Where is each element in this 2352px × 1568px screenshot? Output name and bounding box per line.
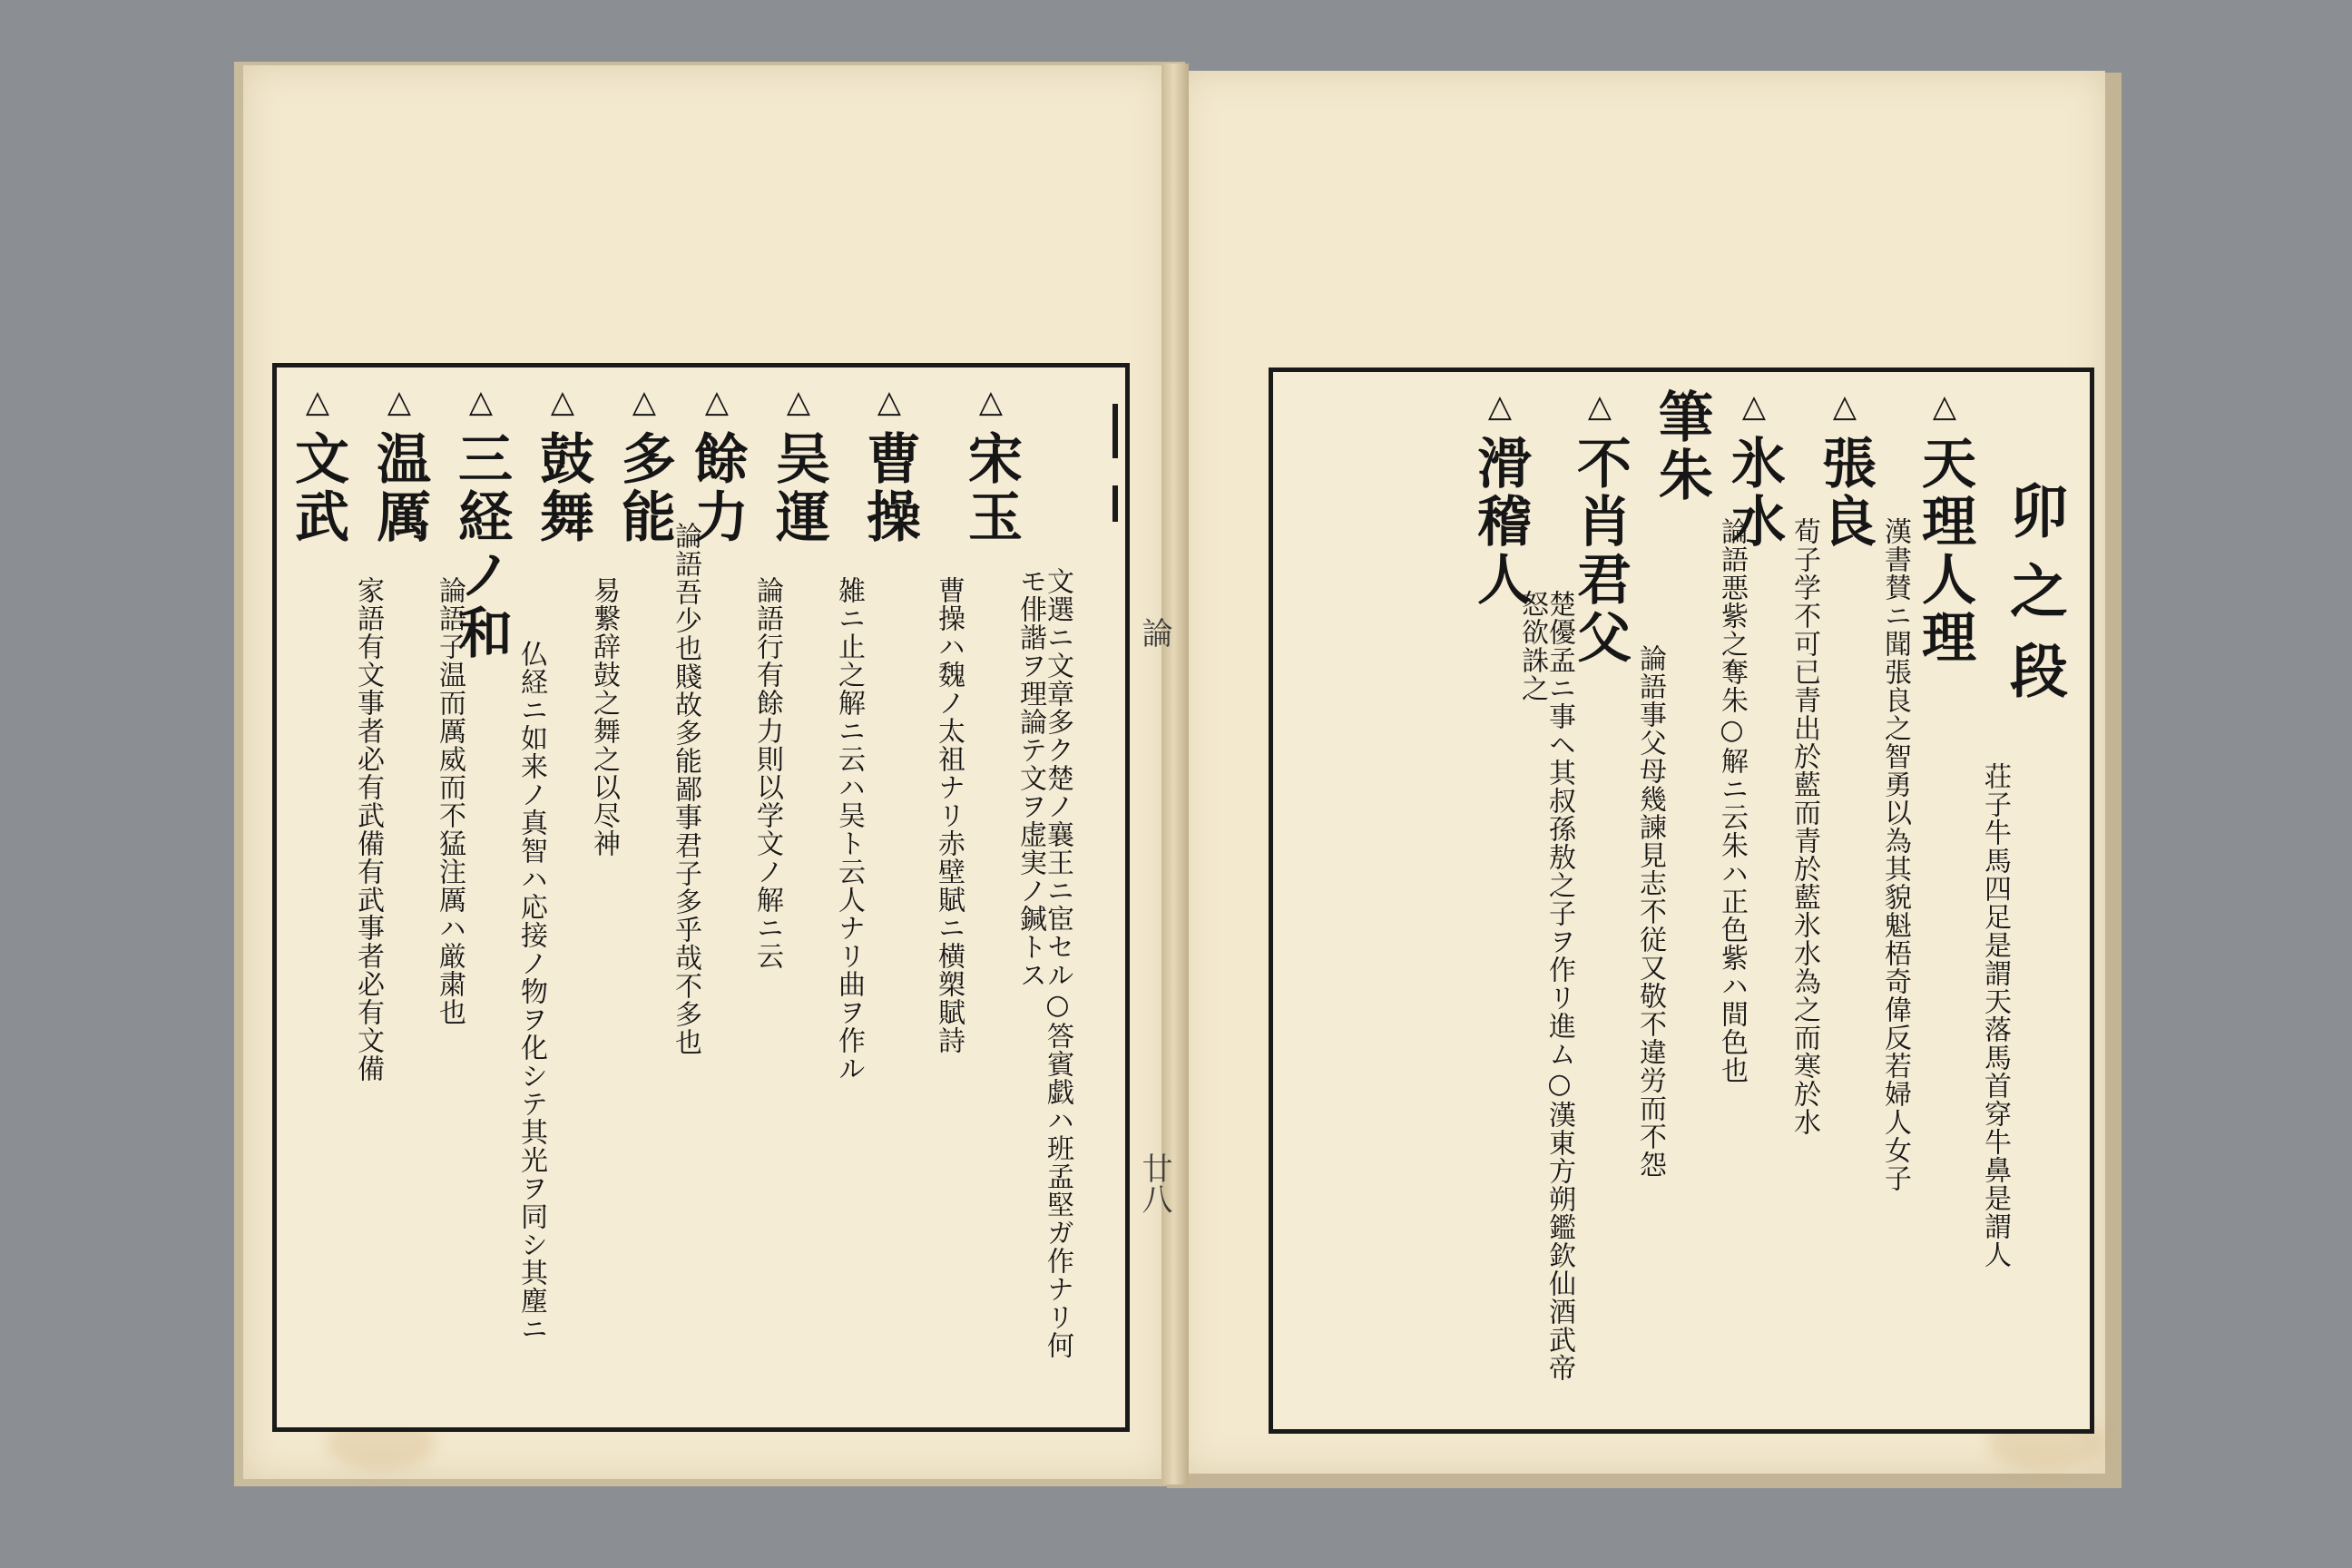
entry-text: 論語悪紫之奪朱○解ニ云朱ハ正色紫ハ間色也: [1716, 517, 1748, 1084]
entry-text: 曹操ハ魏ノ太祖ナリ赤壁賦ニ横槊賦詩: [933, 576, 965, 1054]
entry-text: 論語吾少也賤故多能鄙事君子多乎哉不多也: [670, 522, 701, 1056]
chapter-title: 卯之段: [2000, 481, 2068, 720]
entry-head: 筆朱: [1650, 388, 1713, 505]
entry-head: 不肖君父: [1568, 435, 1632, 668]
entry-head: 温厲: [368, 430, 431, 547]
entry-text: 論語行有餘力則以学文ノ解ニ云: [751, 576, 783, 970]
entry-buxiao-junfu: △ 不肖君父: [1568, 388, 1632, 668]
entry-text: 雑ニ止之解ニ云ハ吴ト云人ナリ曲ヲ作ル: [833, 576, 865, 1083]
entry-text: 仏経ニ如来ノ真智ハ応接ノ物ヲ化シテ其光ヲ同シ其塵ニ: [515, 640, 547, 1343]
entry-huaji-ren: △ 滑稽人: [1468, 388, 1532, 610]
entry-san-jing: △ 三経ノ和: [449, 384, 513, 663]
entry-text: 論語事父母幾諫見志不従又敬不違労而不怨: [1634, 644, 1666, 1179]
entry-duo-neng: △ 多能: [612, 384, 676, 547]
entry-tianli-renli: △ 天理人理: [1913, 388, 1976, 668]
entry-head: 天理人理: [1913, 435, 1976, 668]
entry-yu-li: △ 餘力: [685, 384, 749, 547]
entry-text: 漢書賛ニ聞張良之智勇以為其貌魁梧奇偉反若婦人女子: [1879, 517, 1911, 1192]
book-gutter: [1161, 64, 1189, 1485]
entry-gu-wu: △ 鼓舞: [531, 384, 594, 547]
entry-head: 文武: [286, 430, 349, 547]
frame-tick: [1112, 485, 1118, 522]
folio-number: 廿八: [1136, 1152, 1172, 1214]
left-text-block: [272, 363, 1130, 1432]
entry-head: 宋玉: [959, 430, 1023, 547]
entry-zhang-liang: △ 張良: [1813, 388, 1877, 552]
entry-song-yu: △ 宋玉: [959, 384, 1023, 547]
entry-text: 荀子学不可已青出於藍而青於藍氷水為之而寒於水: [1788, 517, 1820, 1136]
entry-head: 氷水: [1722, 435, 1786, 552]
margin-note: 論: [1136, 617, 1172, 648]
entry-text: 荘子牛馬四足是謂天落馬首穿牛鼻是謂人: [1979, 762, 2011, 1269]
entry-cao-cao: △ 曹操: [858, 384, 921, 547]
entry-head: 多能: [612, 430, 676, 547]
entry-wen-li: △ 温厲: [368, 384, 431, 547]
entry-text: 楚優孟ニ事ヘ其叔孫敖之子ヲ作リ進ム○漢東方朔鑑欽仙酒武帝怒欲誅之: [1516, 590, 1575, 1382]
entry-text: 文選ニ文章多ク楚ノ襄王ニ宦セル○答賓戯ハ班孟堅ガ作ナリ何モ俳諧ヲ理論テ文ヲ虚実ノ鍼トス: [1014, 567, 1073, 1359]
entry-head: 曹操: [858, 430, 921, 547]
entry-bing-shui: △ 氷水: [1722, 388, 1786, 552]
entry-head: 餘力: [685, 430, 749, 547]
entry-head: 吴運: [767, 430, 830, 547]
entry-text: 家語有文事者必有武備有武事者必有文備: [352, 576, 384, 1083]
entry-head: 張良: [1813, 435, 1877, 552]
right-text-block: [1269, 368, 2094, 1434]
frame-tick: [1112, 404, 1118, 458]
entry-wen-wu: △ 文武: [286, 384, 349, 547]
entry-text: 易繋辞鼓之舞之以尽神: [588, 576, 620, 858]
entry-text: 論語子温而厲威而不猛注厲ハ厳粛也: [434, 576, 466, 1026]
entry-head: 鼓舞: [531, 430, 594, 547]
entry-head: 滑稽人: [1468, 435, 1532, 610]
entry-head: 三経ノ和: [449, 430, 513, 663]
entry-wu-yun: △ 吴運: [767, 384, 830, 547]
